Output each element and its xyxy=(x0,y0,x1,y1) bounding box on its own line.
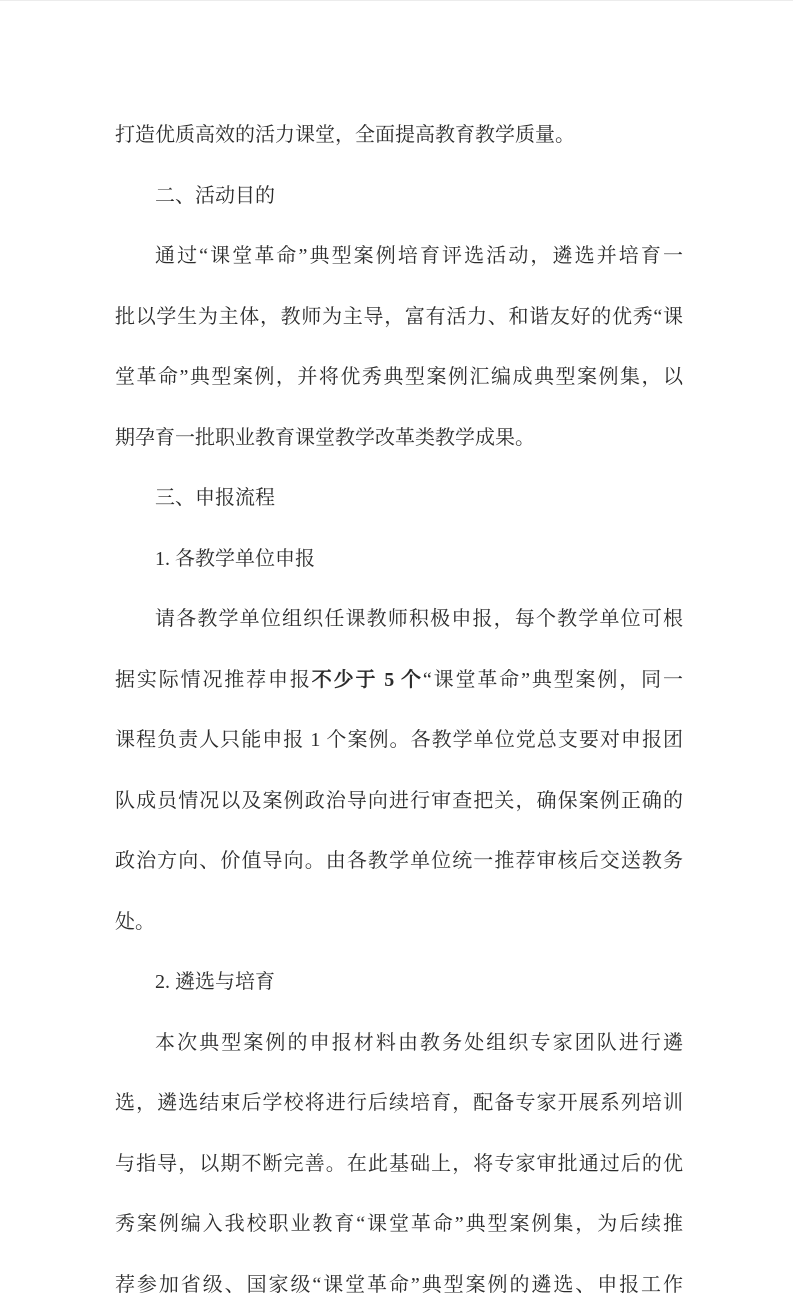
paragraph-line: 秀案例编入我校职业教育“课堂革命”典型案例集，为后续推 xyxy=(115,1204,683,1245)
subsection-heading-unit-application xyxy=(115,539,683,580)
subsection-heading: 1. 各教学单位申报 xyxy=(115,539,683,580)
paragraph-line: 请各教学单位组织任课教师积极申报，每个教学单位可根 xyxy=(115,599,683,640)
section-heading-application-process xyxy=(115,478,683,519)
paragraph-line: 选，遴选结束后学校将进行后续培育，配备专家开展系列培训 xyxy=(115,1083,683,1124)
paragraph-selection-cultivation xyxy=(115,1023,683,1305)
paragraph-line: 本次典型案例的申报材料由教务处组织专家团队进行遴 xyxy=(115,1023,683,1064)
paragraph-line: 课程负责人只能申报 1 个案例。各教学单位党总支要对申报团 xyxy=(115,720,683,761)
paragraph-text: 据实际情况推荐申报 xyxy=(115,669,312,691)
paragraph-unit-application xyxy=(115,599,683,942)
paragraph-line: 打造优质高效的活力课堂，全面提高教育教学质量。 xyxy=(115,115,683,156)
bold-emphasis-text: 不少于 5 个 xyxy=(312,669,423,691)
section-heading: 二、活动目的 xyxy=(115,176,683,217)
paragraph-activity-purpose xyxy=(115,236,683,458)
subsection-heading: 2. 遴选与培育 xyxy=(115,962,683,1003)
paragraph-text: “课堂革命”典型案例，同一 xyxy=(423,669,683,691)
paragraph-line: 政治方向、价值导向。由各教学单位统一推荐审核后交送教务 xyxy=(115,841,683,882)
paragraph-line: 荐参加省级、国家级“课堂革命”典型案例的遴选、申报工作 xyxy=(115,1265,683,1305)
paragraph-line: 处。 xyxy=(115,902,683,943)
subsection-heading-selection-cultivation xyxy=(115,962,683,1003)
paragraph-line: 批以学生为主体，教师为主导，富有活力、和谐友好的优秀“课 xyxy=(115,297,683,338)
paragraph-continuation xyxy=(115,115,683,156)
paragraph-line: 期孕育一批职业教育课堂教学改革类教学成果。 xyxy=(115,418,683,459)
paragraph-line xyxy=(115,660,683,701)
section-heading: 三、申报流程 xyxy=(115,478,683,519)
paragraph-line: 队成员情况以及案例政治导向进行审查把关，确保案例正确的 xyxy=(115,781,683,822)
section-heading-activity-purpose xyxy=(115,176,683,217)
paragraph-line: 通过“课堂革命”典型案例培育评选活动，遴选并培育一 xyxy=(115,236,683,277)
paragraph-line: 堂革命”典型案例，并将优秀典型案例汇编成典型案例集，以 xyxy=(115,357,683,398)
paragraph-line: 与指导，以期不断完善。在此基础上，将专家审批通过后的优 xyxy=(115,1144,683,1185)
